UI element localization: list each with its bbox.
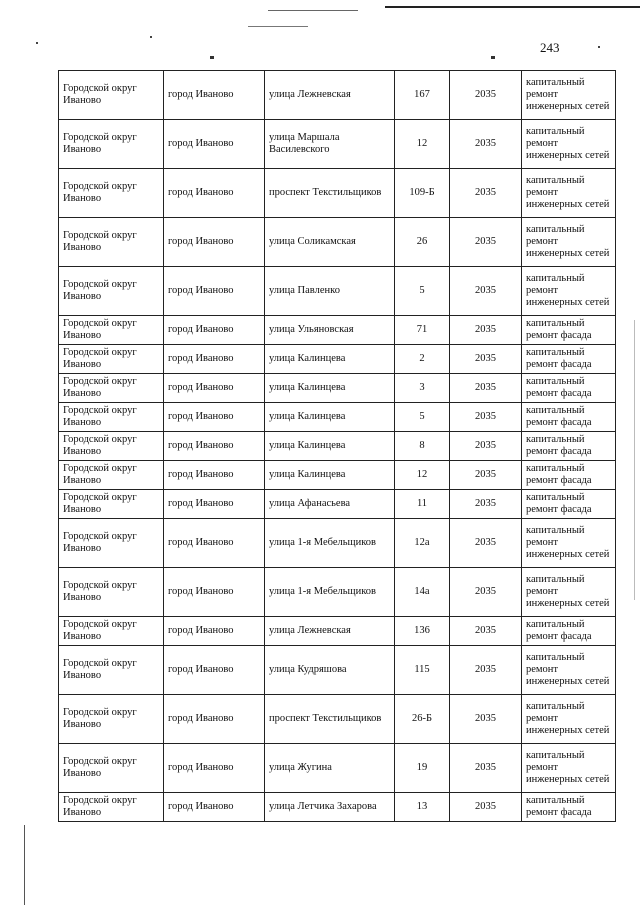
city-cell: город Иваново bbox=[164, 403, 265, 432]
work-type-cell: капитальный ремонт инженерных сетей bbox=[522, 267, 616, 316]
work-type-cell: капитальный ремонт фасада bbox=[522, 403, 616, 432]
work-type-cell: капитальный ремонт инженерных сетей bbox=[522, 71, 616, 120]
scan-speck bbox=[36, 42, 38, 44]
house-number-cell: 13 bbox=[395, 793, 450, 822]
district-cell: Городской округ Иваново bbox=[59, 568, 164, 617]
table-row bbox=[59, 568, 616, 617]
year-cell: 2035 bbox=[450, 617, 522, 646]
district-cell: Городской округ Иваново bbox=[59, 744, 164, 793]
city-cell: город Иваново bbox=[164, 646, 265, 695]
table-row bbox=[59, 267, 616, 316]
city-cell: город Иваново bbox=[164, 617, 265, 646]
table-row bbox=[59, 744, 616, 793]
district-cell: Городской округ Иваново bbox=[59, 646, 164, 695]
district-cell: Городской округ Иваново bbox=[59, 169, 164, 218]
year-cell: 2035 bbox=[450, 568, 522, 617]
work-type-cell: капитальный ремонт фасада bbox=[522, 461, 616, 490]
scan-edge-line bbox=[385, 6, 640, 8]
house-number-cell: 115 bbox=[395, 646, 450, 695]
year-cell: 2035 bbox=[450, 695, 522, 744]
district-cell: Городской округ Иваново bbox=[59, 120, 164, 169]
year-cell: 2035 bbox=[450, 71, 522, 120]
house-number-cell: 5 bbox=[395, 403, 450, 432]
work-type-cell: капитальный ремонт фасада bbox=[522, 316, 616, 345]
district-cell: Городской округ Иваново bbox=[59, 316, 164, 345]
district-cell: Городской округ Иваново bbox=[59, 267, 164, 316]
street-cell: улица Кудряшова bbox=[265, 646, 395, 695]
year-cell: 2035 bbox=[450, 432, 522, 461]
house-number-cell: 2 bbox=[395, 345, 450, 374]
house-number-cell: 14а bbox=[395, 568, 450, 617]
house-number-cell: 167 bbox=[395, 71, 450, 120]
street-cell: улица Летчика Захарова bbox=[265, 793, 395, 822]
work-type-cell: капитальный ремонт фасада bbox=[522, 617, 616, 646]
table-row bbox=[59, 218, 616, 267]
scan-speck bbox=[598, 46, 600, 48]
district-cell: Городской округ Иваново bbox=[59, 461, 164, 490]
district-cell: Городской округ Иваново bbox=[59, 519, 164, 568]
table-row bbox=[59, 71, 616, 120]
year-cell: 2035 bbox=[450, 374, 522, 403]
scan-edge-line bbox=[268, 10, 358, 11]
table-row bbox=[59, 695, 616, 744]
house-number-cell: 8 bbox=[395, 432, 450, 461]
scan-edge-line bbox=[634, 320, 635, 600]
street-cell: улица Ульяновская bbox=[265, 316, 395, 345]
table-row bbox=[59, 345, 616, 374]
city-cell: город Иваново bbox=[164, 218, 265, 267]
year-cell: 2035 bbox=[450, 461, 522, 490]
district-cell: Городской округ Иваново bbox=[59, 432, 164, 461]
street-cell: улица Калинцева bbox=[265, 403, 395, 432]
page-number: 243 bbox=[540, 40, 560, 55]
year-cell: 2035 bbox=[450, 793, 522, 822]
year-cell: 2035 bbox=[450, 169, 522, 218]
city-cell: город Иваново bbox=[164, 490, 265, 519]
year-cell: 2035 bbox=[450, 267, 522, 316]
work-type-cell: капитальный ремонт инженерных сетей bbox=[522, 744, 616, 793]
year-cell: 2035 bbox=[450, 345, 522, 374]
street-cell: улица 1-я Мебельщиков bbox=[265, 519, 395, 568]
year-cell: 2035 bbox=[450, 403, 522, 432]
year-cell: 2035 bbox=[450, 744, 522, 793]
street-cell: проспект Текстильщиков bbox=[265, 169, 395, 218]
house-number-cell: 11 bbox=[395, 490, 450, 519]
street-cell: улица Маршала Василевского bbox=[265, 120, 395, 169]
city-cell: город Иваново bbox=[164, 120, 265, 169]
house-number-cell: 26-Б bbox=[395, 695, 450, 744]
work-type-cell: капитальный ремонт инженерных сетей bbox=[522, 519, 616, 568]
city-cell: город Иваново bbox=[164, 432, 265, 461]
city-cell: город Иваново bbox=[164, 374, 265, 403]
work-type-cell: капитальный ремонт фасада bbox=[522, 490, 616, 519]
district-cell: Городской округ Иваново bbox=[59, 218, 164, 267]
street-cell: улица Калинцева bbox=[265, 432, 395, 461]
city-cell: город Иваново bbox=[164, 267, 265, 316]
work-type-cell: капитальный ремонт инженерных сетей bbox=[522, 695, 616, 744]
district-cell: Городской округ Иваново bbox=[59, 617, 164, 646]
city-cell: город Иваново bbox=[164, 695, 265, 744]
district-cell: Городской округ Иваново bbox=[59, 71, 164, 120]
district-cell: Городской округ Иваново bbox=[59, 374, 164, 403]
work-type-cell: капитальный ремонт инженерных сетей bbox=[522, 568, 616, 617]
city-cell: город Иваново bbox=[164, 461, 265, 490]
city-cell: город Иваново bbox=[164, 169, 265, 218]
house-number-cell: 12 bbox=[395, 120, 450, 169]
street-cell: улица Лежневская bbox=[265, 617, 395, 646]
city-cell: город Иваново bbox=[164, 71, 265, 120]
house-number-cell: 5 bbox=[395, 267, 450, 316]
district-cell: Городской округ Иваново bbox=[59, 695, 164, 744]
table-row bbox=[59, 432, 616, 461]
house-number-cell: 109-Б bbox=[395, 169, 450, 218]
work-type-cell: капитальный ремонт инженерных сетей bbox=[522, 646, 616, 695]
scan-speck bbox=[150, 36, 152, 38]
house-number-cell: 3 bbox=[395, 374, 450, 403]
district-cell: Городской округ Иваново bbox=[59, 490, 164, 519]
table-row bbox=[59, 120, 616, 169]
year-cell: 2035 bbox=[450, 646, 522, 695]
district-cell: Городской округ Иваново bbox=[59, 345, 164, 374]
table-row bbox=[59, 169, 616, 218]
scan-edge-line bbox=[248, 26, 308, 27]
scan-mark bbox=[210, 56, 214, 59]
table-row bbox=[59, 793, 616, 822]
street-cell: проспект Текстильщиков bbox=[265, 695, 395, 744]
records-table-body bbox=[59, 71, 616, 822]
table-row bbox=[59, 374, 616, 403]
district-cell: Городской округ Иваново bbox=[59, 403, 164, 432]
street-cell: улица Калинцева bbox=[265, 374, 395, 403]
city-cell: город Иваново bbox=[164, 316, 265, 345]
street-cell: улица Павленко bbox=[265, 267, 395, 316]
city-cell: город Иваново bbox=[164, 793, 265, 822]
year-cell: 2035 bbox=[450, 316, 522, 345]
street-cell: улица 1-я Мебельщиков bbox=[265, 568, 395, 617]
street-cell: улица Соликамская bbox=[265, 218, 395, 267]
district-cell: Городской округ Иваново bbox=[59, 793, 164, 822]
table-row bbox=[59, 316, 616, 345]
work-type-cell: капитальный ремонт фасада bbox=[522, 345, 616, 374]
table-row bbox=[59, 646, 616, 695]
house-number-cell: 12а bbox=[395, 519, 450, 568]
work-type-cell: капитальный ремонт фасада bbox=[522, 374, 616, 403]
year-cell: 2035 bbox=[450, 490, 522, 519]
house-number-cell: 12 bbox=[395, 461, 450, 490]
city-cell: город Иваново bbox=[164, 568, 265, 617]
work-type-cell: капитальный ремонт инженерных сетей bbox=[522, 218, 616, 267]
year-cell: 2035 bbox=[450, 218, 522, 267]
city-cell: город Иваново bbox=[164, 519, 265, 568]
work-type-cell: капитальный ремонт фасада bbox=[522, 793, 616, 822]
year-cell: 2035 bbox=[450, 519, 522, 568]
city-cell: город Иваново bbox=[164, 744, 265, 793]
work-type-cell: капитальный ремонт фасада bbox=[522, 432, 616, 461]
street-cell: улица Калинцева bbox=[265, 345, 395, 374]
house-number-cell: 19 bbox=[395, 744, 450, 793]
table-row bbox=[59, 519, 616, 568]
house-number-cell: 136 bbox=[395, 617, 450, 646]
city-cell: город Иваново bbox=[164, 345, 265, 374]
table-row bbox=[59, 617, 616, 646]
street-cell: улица Лежневская bbox=[265, 71, 395, 120]
year-cell: 2035 bbox=[450, 120, 522, 169]
scan-edge-line bbox=[24, 825, 25, 905]
house-number-cell: 26 bbox=[395, 218, 450, 267]
street-cell: улица Афанасьева bbox=[265, 490, 395, 519]
table-row bbox=[59, 490, 616, 519]
table-row bbox=[59, 403, 616, 432]
table-row bbox=[59, 461, 616, 490]
house-number-cell: 71 bbox=[395, 316, 450, 345]
scan-mark bbox=[491, 56, 495, 59]
records-table bbox=[58, 70, 616, 822]
street-cell: улица Калинцева bbox=[265, 461, 395, 490]
work-type-cell: капитальный ремонт инженерных сетей bbox=[522, 169, 616, 218]
work-type-cell: капитальный ремонт инженерных сетей bbox=[522, 120, 616, 169]
street-cell: улица Жугина bbox=[265, 744, 395, 793]
